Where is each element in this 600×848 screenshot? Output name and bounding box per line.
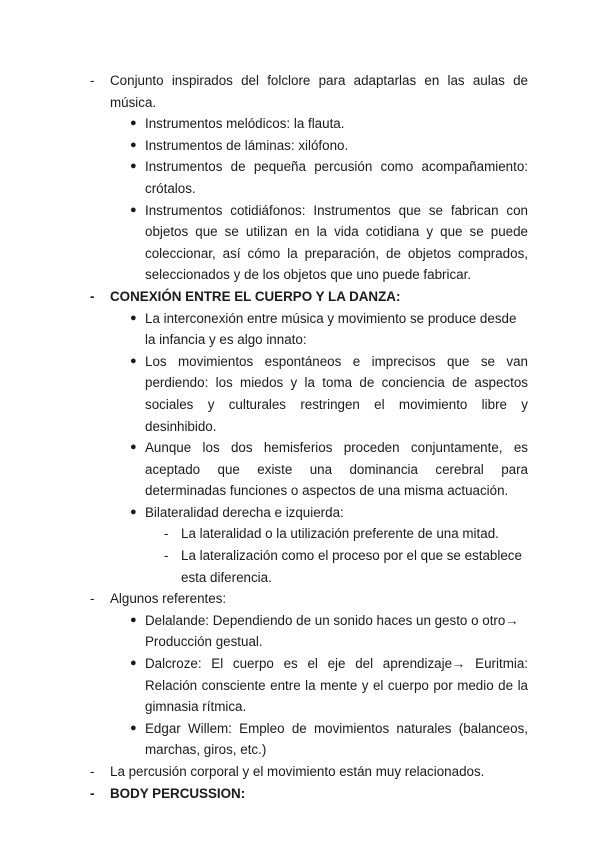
item-text: La interconexión entre música y movimiento se produce desde la infancia y es algo innato: [145, 310, 517, 348]
bullet-item [88, 718, 528, 761]
item-text: Instrumentos cotidiáfonos: Instrumentos que se fabrican con objetos que se utilizan en la vida cotidiana y que se puede coleccionar, así cómo la preparación, de objetos comprados, seleccionados y de los objetos que uno puede fabricar. [145, 202, 528, 283]
item-text: La lateralización como el proceso por el que se establece esta diferencia. [181, 548, 522, 585]
item-text: CONEXIÓN ENTRE EL CUERPO Y LA DANZA: [110, 288, 401, 304]
bullet-item [88, 653, 528, 718]
bullet-item [88, 308, 528, 351]
list-item [88, 761, 528, 783]
dash-marker: - [90, 591, 95, 607]
item-text: La lateralidad o la utilización preferente de una mitad. [181, 526, 499, 542]
item-text: Instrumentos de pequeña percusión como acompañamiento: crótalos. [145, 159, 528, 196]
item-text: Algunos referentes: [110, 591, 227, 607]
bullet-item [88, 135, 528, 157]
bullet-marker-icon: ● [130, 505, 137, 518]
bullet-item [88, 351, 528, 437]
item-text: Edgar Willem: Empleo de movimientos naturales (balanceos, marchas, giros, etc.) [145, 720, 528, 758]
bullet-item [88, 156, 528, 199]
item-text: BODY PERCUSSION: [110, 785, 246, 801]
bullet-item [88, 437, 528, 502]
dash-marker: - [164, 526, 169, 542]
bullet-marker-icon: ● [130, 160, 137, 173]
item-text: Bilateralidad derecha e izquierda: [145, 504, 344, 520]
list-item [88, 286, 528, 308]
bullet-marker-icon: ● [130, 657, 137, 670]
bullet-marker-icon: ● [130, 613, 137, 626]
list-item [88, 783, 528, 805]
list-item [88, 70, 528, 113]
dash-marker: - [90, 764, 95, 779]
sub-list-item [88, 545, 528, 588]
dash-marker: - [90, 785, 95, 801]
item-text: Instrumentos de láminas: xilófono. [145, 137, 349, 153]
bullet-item [88, 113, 528, 135]
list-item [88, 588, 528, 610]
dash-marker: - [90, 288, 95, 304]
sub-list-item [88, 523, 528, 545]
bullet-item [88, 502, 528, 524]
dash-marker: - [90, 73, 95, 88]
bullet-marker-icon: ● [130, 354, 137, 367]
bullet-marker-icon: ● [130, 721, 137, 734]
item-text: Conjunto inspirados del folclore para adaptarlas en las aulas de música. [110, 73, 528, 110]
bullet-item [88, 610, 528, 653]
document-content [88, 70, 528, 804]
item-text: Instrumentos melódicos: la flauta. [145, 116, 345, 132]
bullet-item [88, 200, 528, 286]
bullet-marker-icon: ● [130, 117, 137, 130]
dash-marker: - [164, 548, 169, 564]
bullet-marker-icon: ● [130, 311, 137, 324]
bullet-marker-icon: ● [130, 441, 137, 454]
item-text: Aunque los dos hemisferios proceden conjuntamente, es aceptado que existe una dominancia cerebral para determinadas funciones o aspectos de una misma actuación. [145, 440, 528, 499]
bullet-marker-icon: ● [130, 138, 137, 151]
item-text: Delalande: Dependiendo de un sonido haces un gesto o otro→ Producción gestual. [145, 612, 519, 650]
bullet-marker-icon: ● [130, 203, 137, 216]
item-text: La percusión corporal y el movimiento están muy relacionados. [110, 764, 485, 779]
item-text: Dalcroze: El cuerpo es el eje del aprendizaje→ Euritmia: Relación consciente entre la mente y el cuerpo por medio de la gimnasia rítmica. [145, 656, 528, 715]
item-text: Los movimientos espontáneos e imprecisos que se van perdiendo: los miedos y la toma de conciencia de aspectos sociales y culturales restringen el movimiento libre y desinhibido. [145, 353, 528, 434]
